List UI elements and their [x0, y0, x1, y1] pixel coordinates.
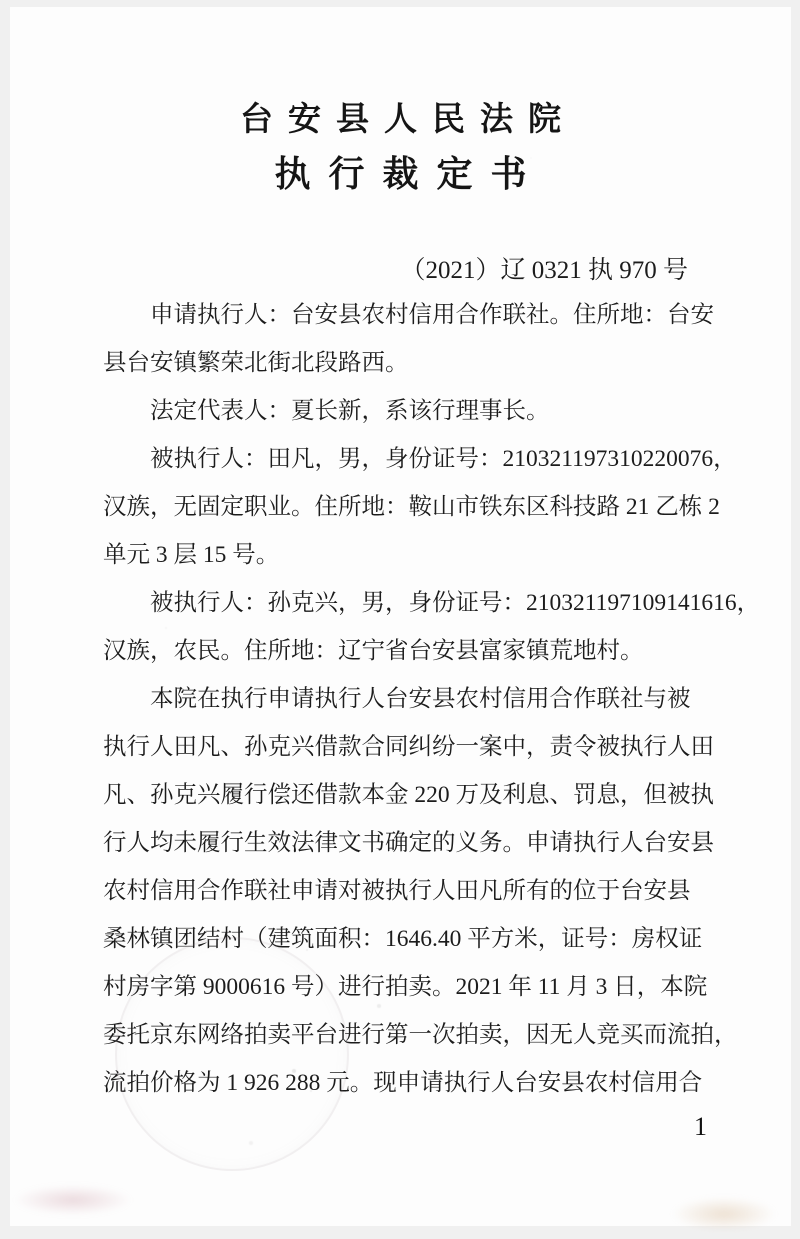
document-line: 汉族，农民。住所地：辽宁省台安县富家镇荒地村。 [103, 638, 644, 664]
document-line: 农村信用合作联社申请对被执行人田凡所有的位于台安县 [103, 878, 691, 904]
scan-smudge-bottom-right [672, 1197, 776, 1231]
document-type-title: 执行裁定书 [274, 154, 545, 194]
court-name-title: 台安县人民法院 [240, 102, 576, 138]
scan-smudge-bottom-left [14, 1185, 132, 1215]
document-line: 委托京东网络拍卖平台进行第一次拍卖，因无人竞买而流拍， [103, 1022, 738, 1048]
document-line: 单元 3 层 15 号。 [103, 542, 280, 568]
document-paper [10, 7, 791, 1226]
document-line: 被执行人：田凡，男，身份证号：210321197310220076， [150, 446, 737, 472]
document-line: 凡、孙克兴履行偿还借款本金 220 万及利息、罚息，但被执 [103, 782, 714, 808]
page-number: 1 [694, 1112, 707, 1141]
document-line: 申请执行人：台安县农村信用合作联社。住所地：台安 [150, 302, 714, 328]
document-line: 执行人田凡、孙克兴借款合同纠纷一案中，责令被执行人田 [103, 734, 714, 760]
faint-stamp-ghost [115, 937, 349, 1171]
document-line: 桑林镇团结村（建筑面积：1646.40 平方米，证号：房权证 [103, 926, 703, 952]
document-line: 流拍价格为 1 926 288 元。现申请执行人台安县农村信用合 [103, 1070, 703, 1096]
document-line: 行人均未履行生效法律文书确定的义务。申请执行人台安县 [103, 830, 714, 856]
document-line: 被执行人：孙克兴，男，身份证号：210321197109141616， [150, 590, 761, 616]
document-line: 村房字第 9000616 号）进行拍卖。2021 年 11 月 3 日，本院 [103, 974, 708, 1000]
case-number: （2021）辽 0321 执 970 号 [400, 257, 688, 284]
document-line: 县台安镇繁荣北街北段路西。 [103, 350, 409, 376]
document-line: 法定代表人：夏长新，系该行理事长。 [150, 398, 550, 424]
document-line: 本院在执行申请执行人台安县农村信用合作联社与被 [150, 686, 691, 712]
document-line: 汉族，无固定职业。住所地：鞍山市铁东区科技路 21 乙栋 2 [103, 494, 720, 520]
scan-noise-specks [10, 7, 12, 9]
